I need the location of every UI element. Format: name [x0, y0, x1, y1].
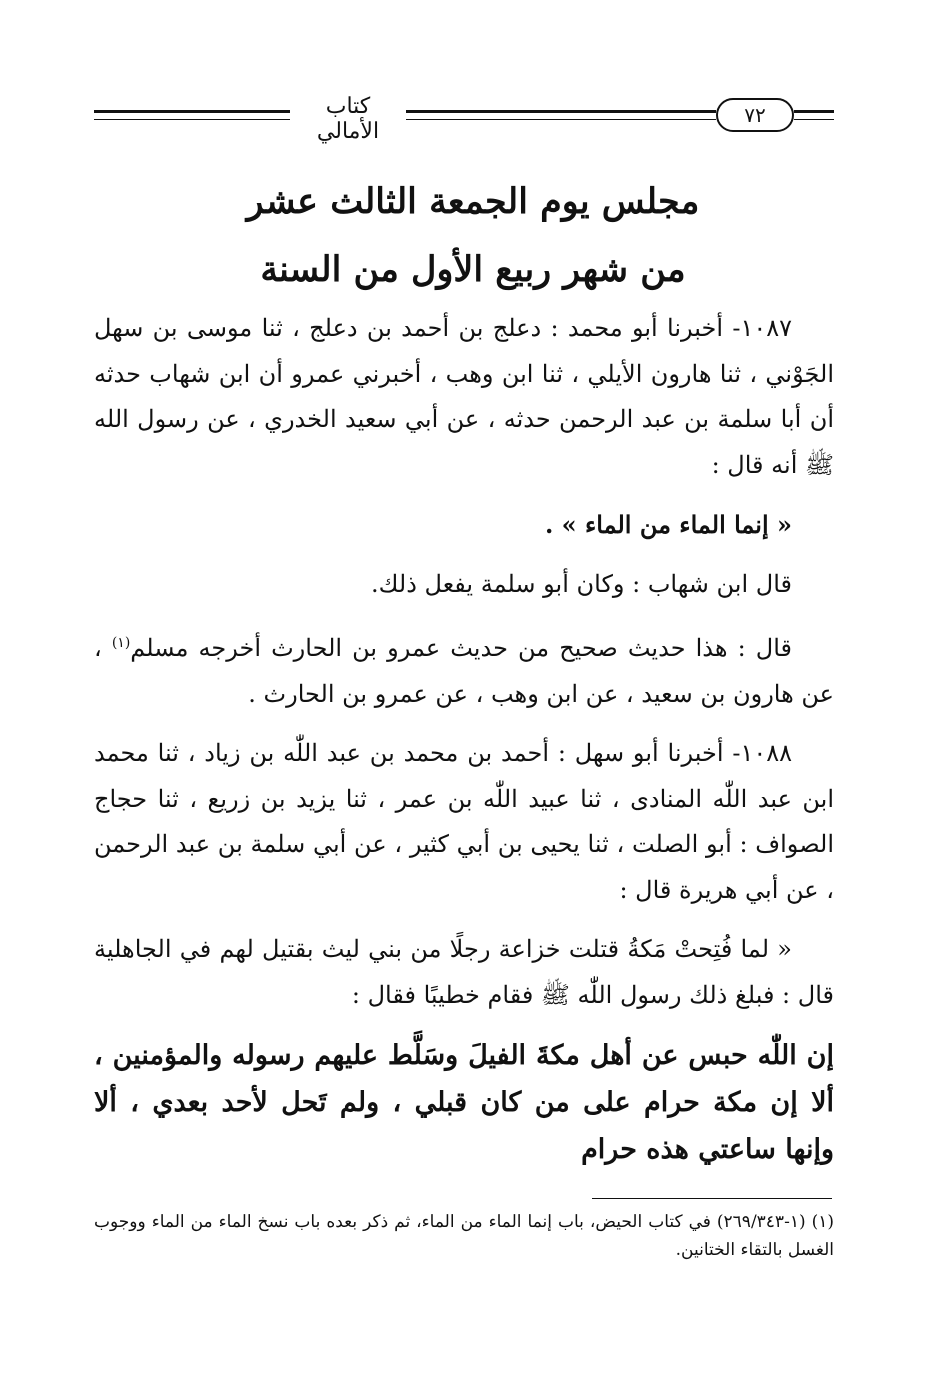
footnote-1: (١) (١-٢٦٩/٣٤٣) في كتاب الحيض، باب إنما الماء من الماء، ثم ذكر بعده باب نسخ الماء من الماء ووجوب الغسل بالتقاء الختانين. [94, 1212, 834, 1260]
main-text [94, 306, 834, 1187]
running-header [94, 92, 834, 142]
running-title: كتاب الأمالي [316, 94, 380, 144]
page-number: ٧٢ [716, 98, 794, 132]
header-rule-right [794, 110, 834, 120]
paragraph-1088: ١٠٨٨- أخبرنا أبو سهل : أحمد بن محمد بن عبد اللّٰه بن زياد ، ثنا محمد ابن عبد اللّٰه المنادى ، ثنا عبيد اللّٰه بن عمر ، ثنا يزيد بن زريع ، ثنا حجاج الصواف : أبو الصلت ، ثنا يحيى بن أبي كثير ، عن أبي سلمة بن عبد الرحمن ، عن أبي هريرة قال : [94, 739, 834, 904]
header-rule-left [94, 110, 290, 120]
heading-line-1: مجلس يوم الجمعة الثالث عشر [246, 181, 700, 222]
heading-line-2: من شهر ربيع الأول من السنة [260, 249, 686, 290]
paragraph-grading [94, 621, 834, 717]
header-rule-middle [406, 110, 716, 120]
footnote-marker: (١) [111, 635, 131, 651]
grading-text: قال : هذا حديث صحيح من حديث عمرو بن الحارث أخرجه مسلم [130, 634, 792, 662]
hadith-quote-1: « إنما الماء من الماء » . [544, 510, 792, 539]
hadith-quote-2-intro: « لما فُتِحتْ مَكةُ قتلت خزاعة رجلًا من بني ليث بقتيل لهم في الجاهلية قال : فبلغ ذلك رسول اللّٰه ﷺ فقام خطيبًا فقال : [94, 935, 834, 1009]
paragraph-ibn-shihab: قال ابن شهاب : وكان أبو سلمة يفعل ذلك. [371, 569, 792, 598]
footnote-divider [592, 1198, 832, 1199]
hadith-quote-2: إن اللّٰه حبس عن أهل مكةَ الفيلَ وسَلَّط عليهم رسوله والمؤمنين ، ألا إن مكة حرام على من كان قبلي ، ولم تَحل لأحد بعدي ، ألا وإنها ساعتي هذه حرام [94, 1040, 834, 1165]
paragraph-1087: ١٠٨٧- أخبرنا أبو محمد : دعلج بن أحمد بن دعلج ، ثنا موسى بن سهل الجَوْني ، ثنا هارون الأيلي ، ثنا ابن وهب ، أخبرني عمرو أن ابن شهاب حدثه أن أبا سلمة بن عبد الرحمن حدثه ، عن أبي سعيد الخدري ، عن رسول الله ﷺ أنه قال : [94, 314, 834, 479]
grading-text-tail: ، عن هارون بن سعيد ، عن ابن وهب ، عن عمرو بن الحارث . [94, 634, 834, 708]
chapter-heading [180, 168, 766, 304]
